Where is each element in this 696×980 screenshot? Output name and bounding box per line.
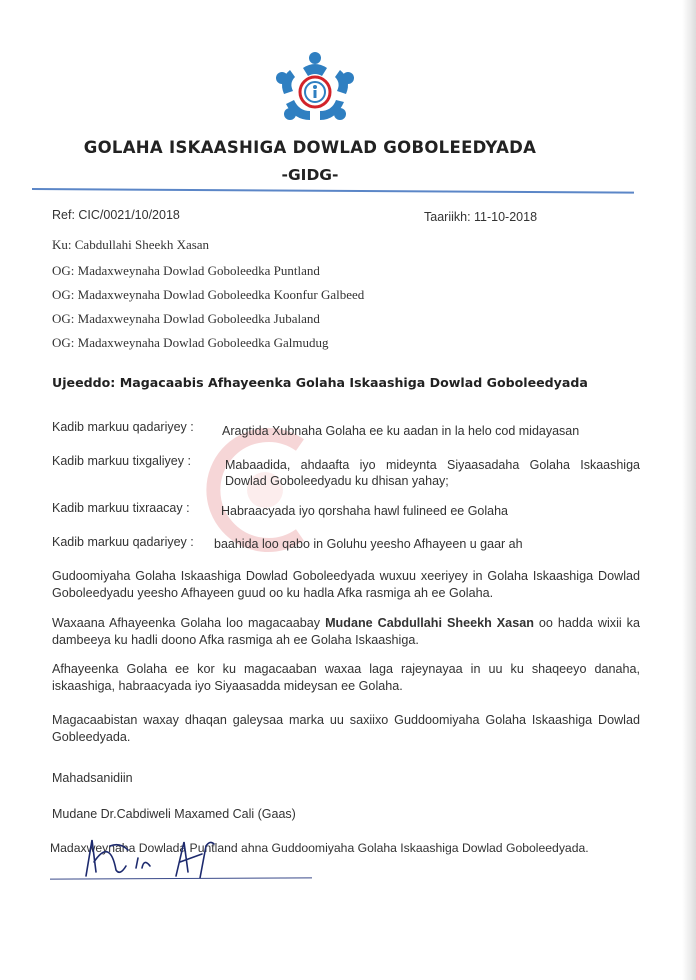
reference-number: Ref: CIC/0021/10/2018 xyxy=(52,208,180,222)
closing-thanks: Mahadsanidiin xyxy=(52,771,133,785)
body-paragraph: Magacaabistan waxay dhaqan galeysaa marka uu saxiixo Guddoomiyaha Golaha Iskaashiga Dowlad Gobleedyada. xyxy=(52,713,640,744)
org-name: GOLAHA ISKAASHIGA DOWLAD GOBOLEEDYADA xyxy=(83,138,537,157)
consideration-label: Kadib markuu qadariyey : xyxy=(52,420,194,434)
recipient-cc: OG: Madaxweynaha Dowlad Goboleedka Koonfur Galbeed xyxy=(52,287,365,302)
appointee-name: Mudane Cabdullahi Sheekh Xasan xyxy=(325,616,534,630)
signatory-title: Madaxweynaha Dowlada Puntland ahna Guddoomiyaha Golaha Iskaashiga Dowlad Goboleedyada. xyxy=(50,841,589,855)
body-paragraph-appointment xyxy=(52,615,640,648)
recipient-cc: OG: Madaxweynaha Dowlad Goboleedka Galmudug xyxy=(52,335,329,350)
paragraph-text: Waxaana Afhayeenka Golaha loo magacaabay xyxy=(52,616,326,630)
consideration-text: Habraacyada iyo qorshaha hawl fulineed ee Golaha xyxy=(221,504,508,518)
consideration-text: Mabaadida, ahdaafta iyo mideynta Siyaasadaha Golaha Iskaashiga xyxy=(225,458,640,472)
recipient-cc: OG: Madaxweynaha Dowlad Goboleedka Jubaland xyxy=(52,311,320,326)
consideration-text-continued: Dowlad Goboleedyadu ku dhisan yahay; xyxy=(225,474,449,488)
consideration-label: Kadib markuu tixraacay : xyxy=(52,501,190,515)
header-divider xyxy=(32,188,634,194)
letter-date: Taariikh: 11-10-2018 xyxy=(424,210,538,224)
handwritten-signature-icon xyxy=(80,832,230,882)
subject-line: Ujeeddo: Magacaabis Afhayeenka Golaha Iskaashiga Dowlad Goboleedyada xyxy=(52,375,588,390)
consideration-label: Kadib markuu tixgaliyey : xyxy=(52,454,191,468)
page-edge-shadow xyxy=(682,0,696,980)
paragraph-text: oo hadda wixii ka dambeeya ku hadli doono Afka rasmiga ah ee Golaha Iskaashiga. xyxy=(52,616,640,647)
consideration-label: Kadib markuu qadariyey : xyxy=(52,535,194,549)
consideration-text: Aragtida Xubnaha Golaha ee ku aadan in la helo cod midayasan xyxy=(222,424,580,438)
recipient-cc: OG: Madaxweynaha Dowlad Goboleedka Puntland xyxy=(52,263,320,278)
body-paragraph: Afhayeenka Golaha ee kor ku magacaaban waxaa laga rajeynayaa in uu ku shaqeeyo danaha, iskaashiga, habraacyada iyo Siyaasadda mideysan ee Golaha. xyxy=(52,662,640,693)
org-logo-icon xyxy=(270,48,360,128)
org-abbreviation: -GIDG- xyxy=(281,166,339,184)
recipient-to: Ku: Cabdullahi Sheekh Xasan xyxy=(52,237,210,252)
consideration-text: baahida loo qabo in Goluhu yeesho Afhayeen u gaar ah xyxy=(214,537,523,551)
body-paragraph: Gudoomiyaha Golaha Iskaashiga Dowlad Goboleedyada wuxuu xeeriyey in Golaha Iskaashiga Dowlad Goboleedyadu yeesho Afhayeen guud oo ku hadla Afka rasmiga ah ee Golaha. xyxy=(52,569,640,600)
signatory-name: Mudane Dr.Cabdiweli Maxamed Cali (Gaas) xyxy=(52,807,296,821)
